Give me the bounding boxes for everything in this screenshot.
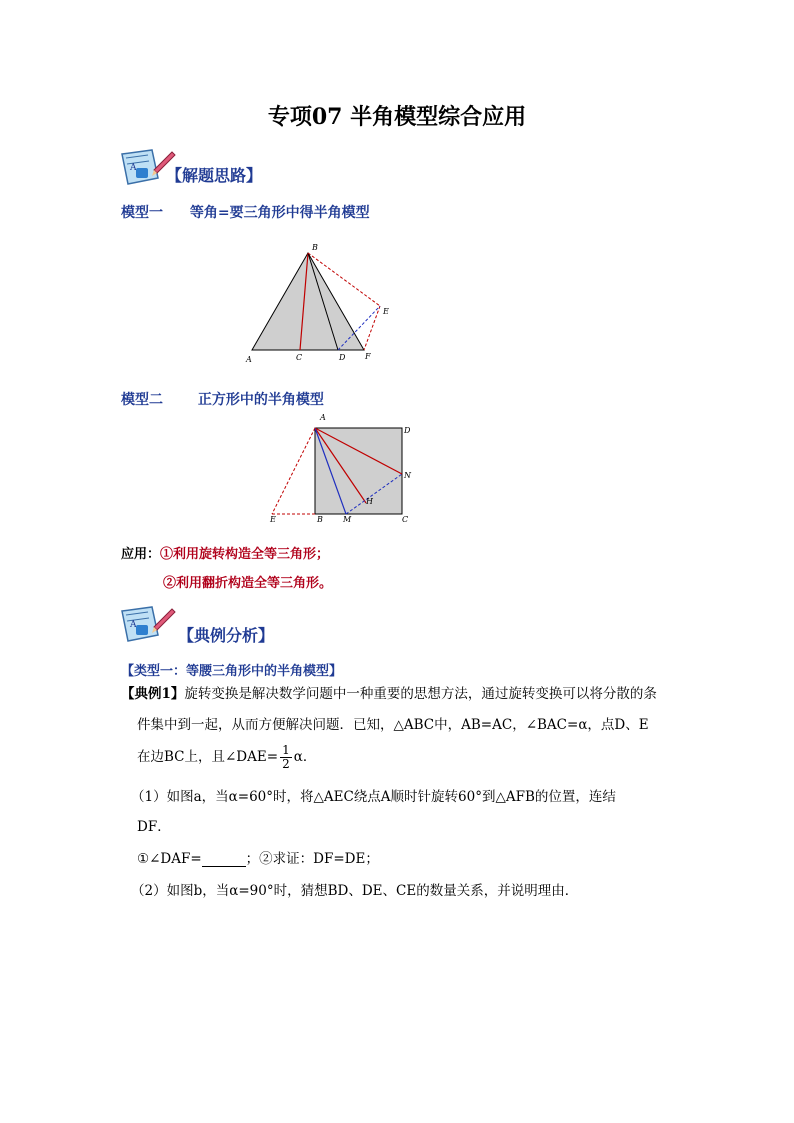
figure-model-two xyxy=(262,410,422,526)
model-one-name: 模型一 xyxy=(121,205,163,221)
part-1-line-1: （1）如图a，当α=60°时，将△AEC绕点A顺时针旋转60°到△AFB的位置，连结 xyxy=(131,789,616,805)
segment-ae-dashed xyxy=(272,428,315,514)
svg-text:A: A xyxy=(130,163,137,173)
fraction-numerator: 1 xyxy=(282,743,290,757)
model-two-name: 模型二 xyxy=(121,392,163,408)
example-text-3-pre: 在边BC上，且∠DAE= xyxy=(137,748,279,765)
type-one-heading: 【类型一：等腰三角形中的半角模型】 xyxy=(121,664,343,679)
question-2: ；②求证：DF=DE； xyxy=(245,851,379,867)
label-m: M xyxy=(343,515,352,524)
answer-blank xyxy=(202,854,246,867)
label-n: N xyxy=(404,471,411,480)
figure-model-one xyxy=(240,240,400,368)
model-two-label xyxy=(121,389,324,409)
example-1-line-3 xyxy=(137,744,316,771)
application-line-1 xyxy=(121,543,329,562)
part-2-line: （2）如图b，当α=90°时，猜想BD、DE、CE的数量关系，并说明理由． xyxy=(131,883,579,899)
label-c: C xyxy=(402,515,409,524)
fraction-denominator: 2 xyxy=(282,757,290,771)
label-d: D xyxy=(339,353,346,362)
application-item-1: ①利用旋转构造全等三角形； xyxy=(160,547,330,562)
section-heading-example-analysis: 【典例分析】 xyxy=(178,626,275,645)
label-d: D xyxy=(404,426,411,435)
model-two-desc: 正方形中的半角模型 xyxy=(197,392,324,408)
label-e: E xyxy=(383,307,389,316)
example-text-1: 旋转变换是解决数学问题中一种重要的思想方法，通过旋转变换可以将分散的条 xyxy=(184,686,657,702)
section-icon-2 xyxy=(118,603,176,645)
label-e: E xyxy=(270,515,276,524)
square-abcd xyxy=(315,428,402,514)
label-b: B xyxy=(312,243,318,252)
part-1-questions xyxy=(137,853,379,867)
example-1-line-1 xyxy=(121,688,657,702)
label-h: H xyxy=(366,497,373,506)
page-title: 专项07 半角模型综合应用 xyxy=(267,104,527,130)
label-c: C xyxy=(296,353,303,362)
model-one-desc: 等角=要三角形中得半角模型 xyxy=(189,205,370,221)
application-prefix: 应用： xyxy=(121,547,161,562)
example-1-line-2: 件集中到一起，从而方便解决问题．已知，△ABC中，AB=AC，∠BAC=α，点D、E xyxy=(137,717,649,733)
label-a: A xyxy=(246,355,252,364)
label-f: F xyxy=(365,352,371,361)
segment-ef-dashed xyxy=(364,306,380,350)
svg-text:A: A xyxy=(130,620,137,630)
label-a: A xyxy=(320,413,326,422)
pencil-paper-icon xyxy=(118,603,176,645)
application-line-2: ②利用翻折构造全等三角形。 xyxy=(163,576,333,591)
part-1-line-2: DF． xyxy=(137,819,171,835)
section-heading-solving-ideas: 【解题思路】 xyxy=(166,166,263,185)
fraction-one-half xyxy=(280,744,292,771)
question-1: ①∠DAF= xyxy=(137,851,202,867)
model-one-label xyxy=(121,202,370,222)
example-text-3-post: α． xyxy=(293,748,317,765)
example-tag: 【典例1】 xyxy=(121,686,185,702)
triangle-abc-fill xyxy=(252,253,364,350)
label-b: B xyxy=(317,515,323,524)
